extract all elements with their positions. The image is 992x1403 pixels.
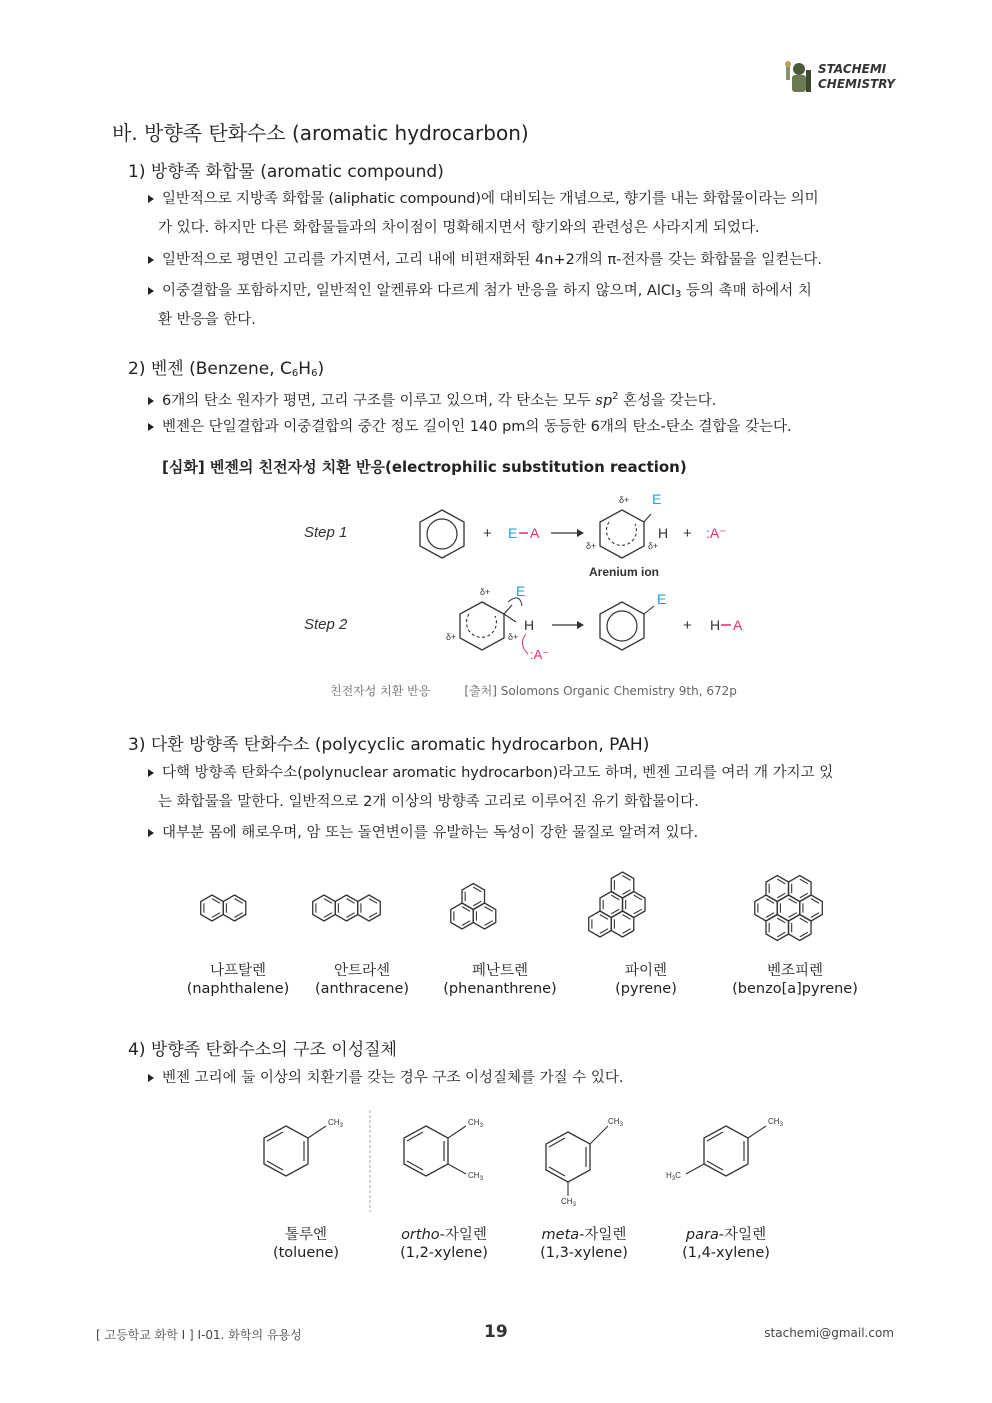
s3-bullet-1 <box>148 762 833 784</box>
reaction-arrow-2 <box>552 621 584 629</box>
phenanthrene-label <box>438 962 562 998</box>
ortho-en: (1,2-xylene) <box>400 1245 488 1261</box>
delta-right-2: δ+ <box>508 632 519 642</box>
scientist-logo-icon <box>784 60 814 96</box>
delta-right: δ+ <box>648 541 659 551</box>
subsection-3-title: 3) 다환 방향족 탄화수소 (polycyclic aromatic hydrocarbon, PAH) <box>128 735 650 755</box>
benzopyrene-label <box>728 962 862 998</box>
arenium-H: H <box>658 525 669 541</box>
plus-2: + <box>683 525 692 542</box>
benzopyrene-ko: 벤조피렌 <box>766 963 824 979</box>
s3-bullet-1-line-1: 다핵 방향족 탄화수소(polynuclear aromatic hydrocarbon)라고도 하며, 벤젠 고리를 여러 개 가지고 있 <box>162 765 834 781</box>
para-label <box>676 1226 776 1262</box>
para-suffix: -자일렌 <box>718 1227 767 1243</box>
bullet-icon <box>148 829 154 837</box>
step2-label: Step 2 <box>304 616 348 633</box>
s3-bullet-2-text: 대부분 몸에 해로우며, 암 또는 돌연변이를 유발하는 독성이 강한 물질로 알려져 있다. <box>162 825 699 841</box>
para-en: (1,4-xylene) <box>682 1245 770 1261</box>
anion-2: :A⁻ <box>530 647 550 662</box>
s1-bullet-2 <box>148 249 822 271</box>
reaction-arrow-1 <box>551 529 584 537</box>
s1-bullet-3-sub: 3 <box>675 289 682 300</box>
substituted-benzene <box>600 602 654 650</box>
s2-title-sub-2: 6 <box>311 368 318 379</box>
meta-ko <box>534 1226 634 1244</box>
para-ko <box>676 1226 776 1244</box>
arenium-label: Arenium ion <box>589 565 660 579</box>
figure-caption <box>330 682 737 699</box>
delta-top: δ+ <box>619 495 630 505</box>
section-title: 바. 방향족 탄화수소 (aromatic hydrocarbon) <box>112 121 529 145</box>
bullet-icon <box>148 287 154 295</box>
s1-bullet-3-text-a: 이중결합을 포함하지만, 일반적인 알켄류와 다르게 첨가 반응을 하지 않으며, AlCl <box>162 283 676 299</box>
pyrene-label <box>586 962 706 998</box>
meta-ch3-a: $CH_3$ <box>608 1117 623 1128</box>
s2-title-a: 2) 벤젠 (Benzene, C <box>128 359 292 379</box>
s1-bullet-1 <box>148 188 818 210</box>
ortho-italic: ortho <box>401 1227 440 1243</box>
anion-1: :A⁻ <box>706 525 727 541</box>
s2-bullet-1-text-b: 혼성을 갖는다. <box>618 393 717 409</box>
toluene-ko: 톨루엔 <box>284 1227 328 1243</box>
plus-3: + <box>683 617 692 634</box>
bullet-icon <box>148 769 154 777</box>
bullet-icon <box>148 195 154 203</box>
step2-H: H <box>524 617 535 633</box>
ortho-suffix: -자일렌 <box>439 1227 487 1243</box>
s2-title-b: H <box>298 359 312 379</box>
pyrene-ko: 파이렌 <box>624 963 668 979</box>
page-number: 19 <box>484 1322 508 1342</box>
s2-bullet-1-text-a: 6개의 탄소 원자가 평면, 고리 구조를 이루고 있으며, 각 탄소는 모두 <box>162 393 596 409</box>
s3-bullet-2 <box>148 822 698 844</box>
anthracene-en: (anthracene) <box>314 981 410 997</box>
s2-bullet-2-text: 벤젠은 단일결합과 이중결합의 중간 정도 길이인 140 pm의 동등한 6개의 탄소-탄소 결합을 갖는다. <box>162 419 792 435</box>
plus-1: + <box>483 525 492 542</box>
ortho-ko <box>394 1226 494 1244</box>
arenium-E: E <box>652 491 662 507</box>
subsection-2-title <box>128 354 324 379</box>
s4-bullet-1 <box>148 1067 624 1089</box>
para-h3c: $H_3C$ <box>666 1171 681 1182</box>
arenium-ion <box>600 510 651 558</box>
footer-email[interactable]: stachemi@gmail.com <box>764 1326 894 1340</box>
s2-bullet-1-sup: 2 <box>612 391 619 402</box>
reagent-A: A <box>530 525 540 541</box>
advanced-title: [심화] 벤젠의 친전자성 치환 반응(electrophilic substitution reaction) <box>162 458 687 476</box>
meta-ch3-b: $CH_3$ <box>561 1197 576 1208</box>
s1-bullet-1-line-1: 일반적으로 지방족 화합물 (aliphatic compound)에 대비되는 개념으로, 향기를 내는 화합물이라는 의미 <box>162 191 819 207</box>
naphthalene-ko: 나프탈렌 <box>209 963 267 979</box>
isomer-structures <box>250 1108 800 1212</box>
pyrene-en: (pyrene) <box>615 981 677 997</box>
s1-bullet-2-text: 일반적으로 평면인 고리를 가지면서, 고리 내에 비편재화된 4n+2개의 π-전자를 갖는 화합물을 일컫는다. <box>162 252 822 268</box>
naphthalene-label <box>178 962 298 998</box>
s1-bullet-3-line-2: 환 반응을 한다. <box>158 312 256 328</box>
s2-bullet-1-sp: sp <box>595 393 613 409</box>
logo-line-2: CHEMISTRY <box>818 77 896 91</box>
toluene-en: (toluene) <box>272 1245 340 1261</box>
ortho-ch3-b: $CH_3$ <box>468 1171 483 1182</box>
naphthalene-en: (naphthalene) <box>186 981 290 997</box>
logo-line-1: STACHEMI <box>818 62 887 76</box>
product-E: E <box>657 591 667 607</box>
ortho-label <box>394 1226 494 1262</box>
reaction-diagram <box>290 484 770 674</box>
para-xylene-structure <box>686 1126 766 1176</box>
s2-title-sub-1: 6 <box>291 368 299 379</box>
product-H: H <box>710 617 721 633</box>
para-ch3-a: $CH_3$ <box>768 1117 783 1128</box>
subsection-1-title: 1) 방향족 화합물 (aromatic compound) <box>128 162 444 182</box>
s2-bullet-1 <box>148 386 716 412</box>
s1-bullet-3 <box>148 280 812 306</box>
meta-xylene-structure <box>546 1126 608 1196</box>
phenanthrene-en: (phenanthrene) <box>443 981 557 997</box>
meta-en: (1,3-xylene) <box>540 1245 628 1261</box>
step1-label: Step 1 <box>304 524 348 541</box>
anthracene-ko: 안트라센 <box>333 963 391 979</box>
meta-label <box>534 1226 634 1262</box>
delta-left: δ+ <box>586 541 597 551</box>
reagent-E: E <box>508 525 518 541</box>
s1-bullet-1-line-2: 가 있다. 하지만 다른 화합물들과의 차이점이 명확해지면서 향기와의 관련성은 사라지게 되었다. <box>158 220 760 236</box>
para-italic: para <box>685 1227 719 1243</box>
pah-structures <box>190 860 870 960</box>
bullet-icon <box>148 423 154 431</box>
product-A: A <box>733 617 743 633</box>
anthracene-label <box>302 962 422 998</box>
bullet-icon <box>148 1074 154 1082</box>
subsection-4-title: 4) 방향족 탄화수소의 구조 이성질체 <box>128 1040 397 1060</box>
caption-title: 친전자성 치환 반응 <box>330 684 431 698</box>
toluene-label <box>256 1226 356 1262</box>
ortho-xylene-structure <box>404 1126 466 1176</box>
meta-suffix: -자일렌 <box>579 1227 627 1243</box>
step2-E: E <box>516 583 526 599</box>
bullet-icon <box>148 397 154 405</box>
s3-bullet-1-line-2: 는 화합물을 말한다. 일반적으로 2개 이상의 방향족 고리로 이루어진 유기 화합물이다. <box>158 794 699 810</box>
header-logo <box>784 58 904 98</box>
benzene-ring <box>420 510 464 558</box>
meta-italic: meta <box>541 1227 580 1243</box>
arenium-ion-step2 <box>460 598 528 654</box>
benzopyrene-en: (benzo[a]pyrene) <box>732 981 858 997</box>
s4-bullet-1-text: 벤젠 고리에 둘 이상의 치환기를 갖는 경우 구조 이성질체를 가질 수 있다. <box>162 1070 624 1086</box>
bullet-icon <box>148 256 154 264</box>
ortho-ch3-a: $CH_3$ <box>468 1118 483 1129</box>
toluene-structure <box>264 1126 326 1176</box>
s2-bullet-2 <box>148 416 792 438</box>
phenanthrene-ko: 페난트렌 <box>471 963 529 979</box>
caption-source: [출처] Solomons Organic Chemistry 9th, 672p <box>464 684 737 698</box>
delta-left-2: δ+ <box>446 632 457 642</box>
s2-title-c: ) <box>317 359 325 379</box>
s1-bullet-3-text-b: 등의 촉매 하에서 치 <box>681 283 812 299</box>
footer-course: [ 고등학교 화학 I ] I-01. 화학의 유용성 <box>96 1328 302 1342</box>
delta-top-2: δ+ <box>480 587 491 597</box>
toluene-ch3: $CH_3$ <box>328 1118 343 1129</box>
